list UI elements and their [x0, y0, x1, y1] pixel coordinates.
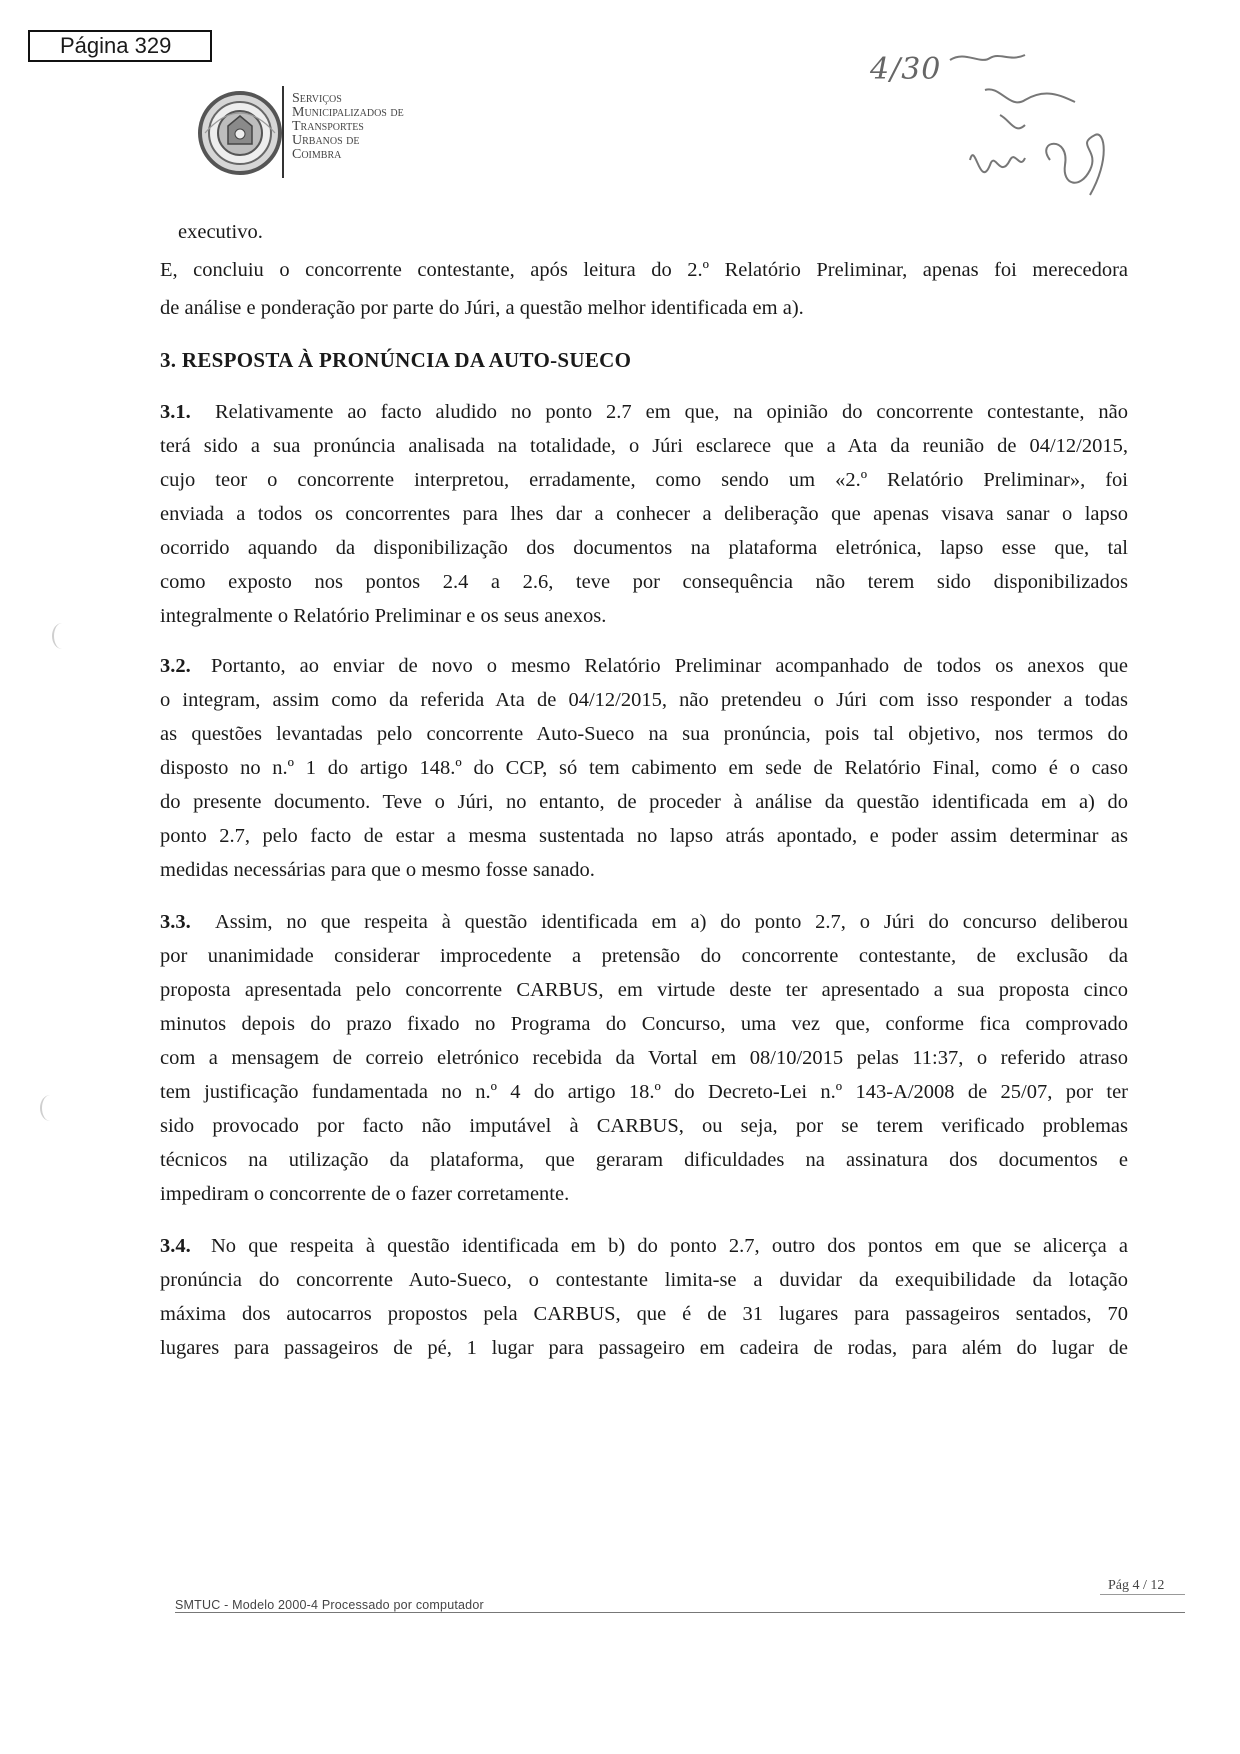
text-line: Portanto, ao enviar de novo o mesmo Relatório Preliminar acompanhado de todos os anexos que — [211, 655, 1128, 677]
text-line: cujo teor o concorrente interpretou, erradamente, como sendo um «2.º Relatório Preliminar», foi — [160, 469, 1128, 491]
paragraph-number: 3.1. — [160, 401, 191, 423]
text-line: por unanimidade considerar improcedente a pretensão do concorrente contestante, de exclusão da — [160, 945, 1128, 967]
text-line: tem justificação fundamentada no n.º 4 do artigo 18.º do Decreto-Lei n.º 143-A/2008 de 25/07, por ter — [160, 1081, 1128, 1103]
text-line: impediram o concorrente de o fazer corretamente. — [160, 1183, 570, 1205]
punch-hole-mark — [40, 1095, 60, 1121]
text-line: Assim, no que respeita à questão identificada em a) do ponto 2.7, o Júri do concurso deliberou — [215, 911, 1128, 933]
paragraph-number: 3.4. — [160, 1235, 191, 1257]
paragraph-number: 3.2. — [160, 655, 191, 677]
text-line: terá sido a sua pronúncia analisada na totalidade, o Júri esclarece que a Ata da reunião de 04/12/2015, — [160, 435, 1128, 457]
text-line: ponto 2.7, pelo facto de estar a mesma sustentada no lapso atrás apontado, e poder assim determinar as — [160, 825, 1128, 847]
text-line: disposto no n.º 1 do artigo 148.º do CCP, só tem cabimento em sede de Relatório Final, como é o caso — [160, 757, 1128, 779]
text-line: as questões levantadas pelo concorrente Auto-Sueco na sua pronúncia, pois tal objetivo, nos termos do — [160, 723, 1128, 745]
text-line: enviada a todos os concorrentes para lhes dar a conhecer a deliberação que apenas visava sanar o lapso — [160, 503, 1128, 525]
logo-divider — [282, 86, 284, 178]
punch-hole-mark — [52, 623, 72, 649]
page-number-label: Página 329 — [60, 33, 172, 58]
text-line: do presente documento. Teve o Júri, no entanto, de proceder à análise da questão identificada em a) do — [160, 791, 1128, 813]
footer-model-label: SMTUC - Modelo 2000-4 Processado por computador — [175, 1598, 484, 1612]
municipal-seal-logo — [195, 88, 285, 178]
org-line: Transportes — [292, 119, 364, 134]
text-line: lugares para passageiros de pé, 1 lugar para passageiro em cadeira de rodas, para além do lugar de — [160, 1337, 1128, 1359]
text-line: técnicos na utilização da plataforma, que geraram dificuldades na assinatura dos documentos e — [160, 1149, 1128, 1171]
text-line: máxima dos autocarros propostos pela CARBUS, que é de 31 lugares para passageiros sentados, 70 — [160, 1303, 1128, 1325]
footer-rule — [175, 1612, 1185, 1613]
text-line: integralmente o Relatório Preliminar e os seus anexos. — [160, 605, 607, 627]
text-line: proposta apresentada pelo concorrente CARBUS, em virtude deste ter apresentado a sua proposta cinco — [160, 979, 1128, 1001]
text-line: No que respeita à questão identificada em b) do ponto 2.7, outro dos pontos em que se alicerça a — [211, 1235, 1128, 1257]
org-line: Urbanos de — [292, 133, 360, 148]
text-line: Relativamente ao facto aludido no ponto 2.7 em que, na opinião do concorrente contestante, não — [215, 401, 1128, 423]
page-number-box — [28, 30, 212, 62]
footer-page-rule — [1100, 1594, 1185, 1595]
text-line: executivo. — [178, 221, 263, 243]
org-line: Serviços — [292, 91, 342, 106]
text-line: pronúncia do concorrente Auto-Sueco, o contestante limita-se a duvidar da exequibilidade da lotação — [160, 1269, 1128, 1291]
text-line: minutos depois do prazo fixado no Programa do Concurso, uma vez que, conforme fica comprovado — [160, 1013, 1128, 1035]
handwritten-signatures — [850, 40, 1170, 240]
org-line: Municipalizados de — [292, 105, 404, 120]
paragraph-number: 3.3. — [160, 911, 191, 933]
organization-name — [292, 92, 404, 162]
text-line: ocorrido aquando da disponibilização dos documentos na plataforma eletrónica, lapso esse que, tal — [160, 537, 1128, 559]
text-line: com a mensagem de correio eletrónico recebida da Vortal em 08/10/2015 pelas 11:37, o referido atraso — [160, 1047, 1128, 1069]
footer-page-number: Pág 4 / 12 — [1108, 1578, 1165, 1593]
text-line: sido provocado por facto não imputável à CARBUS, ou seja, por se terem verificado problemas — [160, 1115, 1128, 1137]
text-line: como exposto nos pontos 2.4 a 2.6, teve por consequência não terem sido disponibilizados — [160, 571, 1128, 593]
section-heading: 3. RESPOSTA À PRONÚNCIA DA AUTO-SUECO — [160, 348, 632, 372]
text-line: de análise e ponderação por parte do Júri, a questão melhor identificada em a). — [160, 297, 804, 319]
text-line: medidas necessárias para que o mesmo fosse sanado. — [160, 859, 595, 881]
org-line: Coimbra — [292, 147, 342, 162]
text-line: o integram, assim como da referida Ata de 04/12/2015, não pretendeu o Júri com isso responder a todas — [160, 689, 1128, 711]
text-line: E, concluiu o concorrente contestante, após leitura do 2.º Relatório Preliminar, apenas foi merecedora — [160, 259, 1128, 281]
handwritten-annotation: 4/30 — [870, 52, 942, 87]
